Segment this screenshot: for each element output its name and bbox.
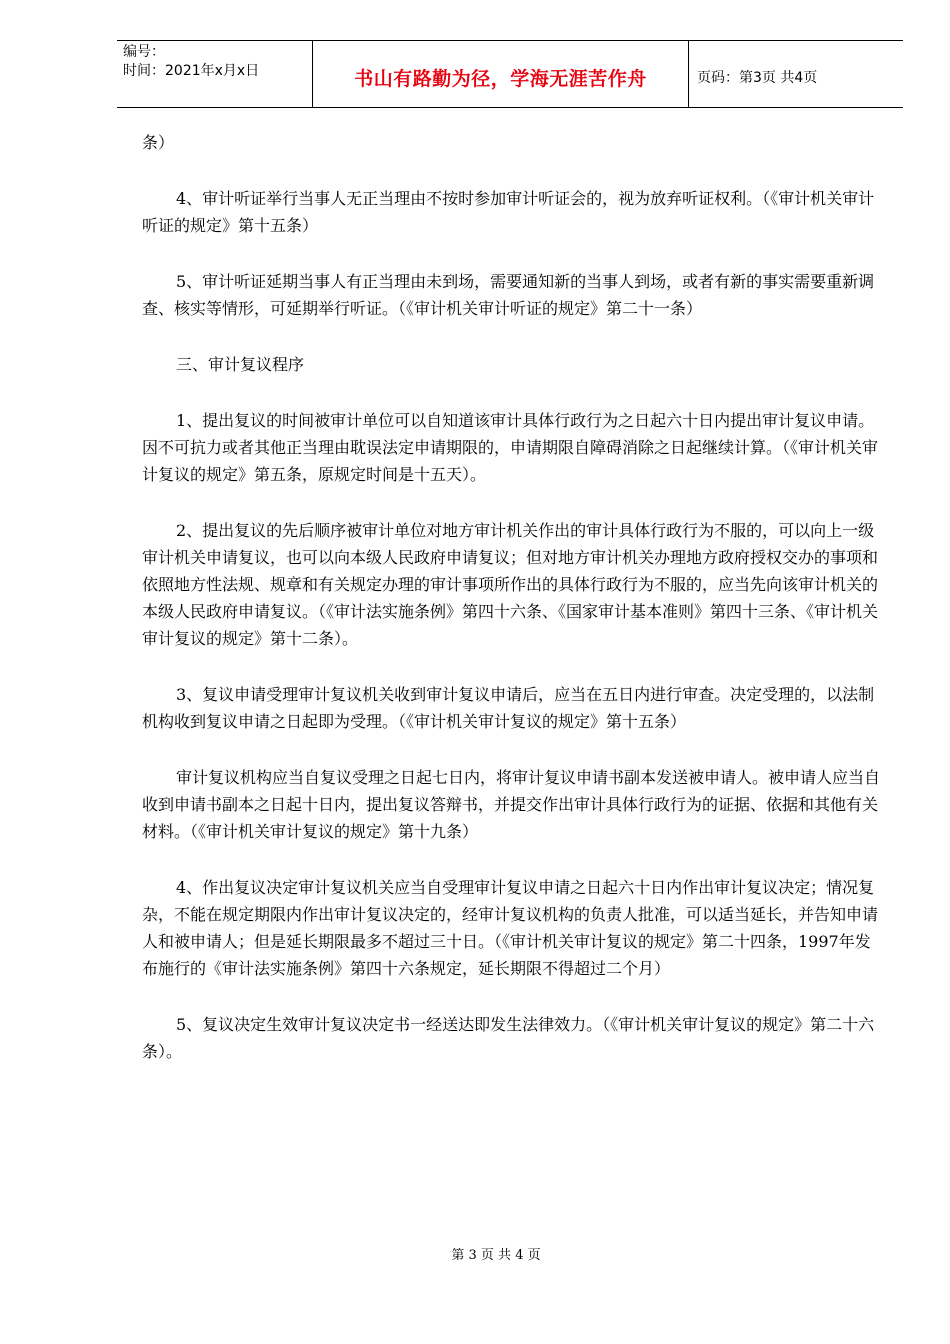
- header-page-info: 页码：第3页 共4页: [697, 70, 818, 86]
- paragraph-review-acceptance: 3、复议申请受理审计复议机关收到审计复议申请后，应当在五日内进行审查。决定受理的，以法制机构收到复议申请之日起即为受理。（《审计机关审计复议的规定》第十五条）: [142, 685, 875, 731]
- section-heading-review-procedure: 三、审计复议程序: [176, 355, 305, 374]
- header-motto: 书山有路勤为径，学海无涯苦作舟: [313, 41, 689, 107]
- paragraph-review-effect: 5、复议决定生效审计复议决定书一经送达即发生法律效力。（《审计机关审计复议的规定》第二十六条）。: [142, 1015, 875, 1061]
- paragraph-continuation: 条）: [142, 133, 175, 152]
- document-body: [142, 129, 882, 1094]
- page-header: [117, 40, 903, 108]
- paragraph-review-decision: 4、作出复议决定审计复议机关应当自受理审计复议申请之日起六十日内作出审计复议决定；情况复杂，不能在规定期限内作出审计复议决定的，经审计复议机构的负责人批准，可以适当延长，并告知申请人和被申请人；但是延长期限最多不超过三十日。（《审计机关审计复议的规定》第二十四条，1997年发布施行的《审计法实施条例》第四十六条规定，延长期限不得超过二个月）: [142, 878, 879, 978]
- paragraph-hearing-postpone: 5、审计听证延期当事人有正当理由未到场，需要通知新的当事人到场，或者有新的事实需要重新调查、核实等情形，可延期举行听证。（《审计机关审计听证的规定》第二十一条）: [142, 272, 875, 318]
- paragraph-hearing-absence: 4、审计听证举行当事人无正当理由不按时参加审计听证会的，视为放弃听证权利。（《审计机关审计听证的规定》第十五条）: [142, 189, 875, 235]
- page-footer: 第 3 页 共 4 页: [451, 1248, 541, 1263]
- document-time-label: 时间：2021年x月x日: [123, 63, 260, 79]
- paragraph-review-order: 2、提出复议的先后顺序被审计单位对地方审计机关作出的审计具体行政行为不服的，可以向上一级审计机关申请复议，也可以向本级人民政府申请复议；但对地方审计机关办理地方政府授权交办的事项和依照地方性法规、规章和有关规定办理的审计事项所作出的具体行政行为不服的，应当先向该审计机关的本级人民政府申请复议。（《审计法实施条例》第四十六条、《国家审计基本准则》第四十三条、《审计机关审计复议的规定》第十二条）。: [142, 521, 879, 648]
- paragraph-review-copy: 审计复议机构应当自复议受理之日起七日内，将审计复议申请书副本发送被申请人。被申请人应当自收到申请书副本之日起十日内，提出复议答辩书，并提交作出审计具体行政行为的证据、依据和其他有关材料。（《审计机关审计复议的规定》第十九条）: [142, 768, 881, 841]
- header-meta: [117, 41, 313, 107]
- document-number-label: 编号：: [123, 44, 165, 60]
- paragraph-review-time: 1、提出复议的时间被审计单位可以自知道该审计具体行政行为之日起六十日内提出审计复议申请。因不可抗力或者其他正当理由耽误法定申请期限的，申请期限自障碍消除之日起继续计算。（《审计机关审计复议的规定》第五条，原规定时间是十五天）。: [142, 411, 879, 484]
